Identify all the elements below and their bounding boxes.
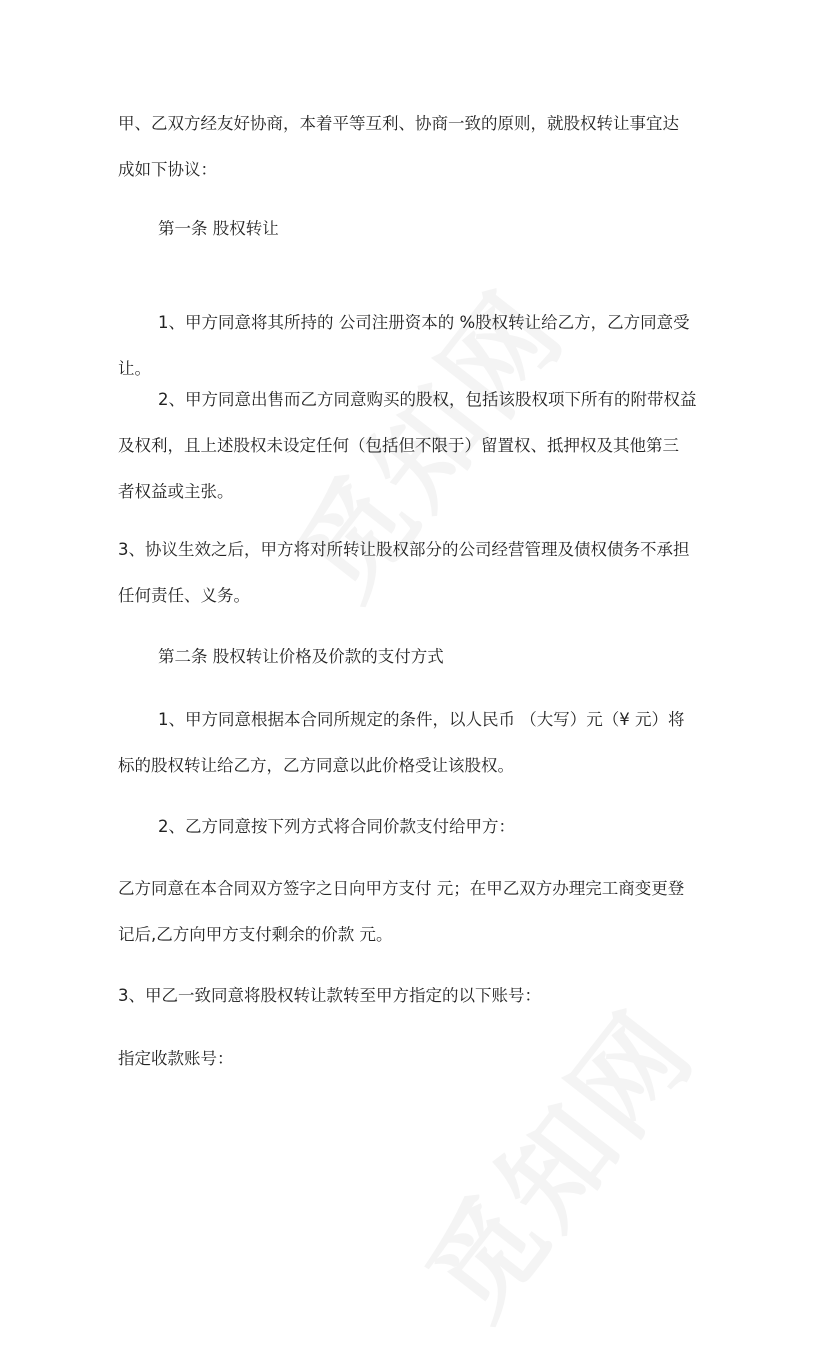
intro-paragraph xyxy=(118,101,718,193)
clause-line: 者权益或主张。 xyxy=(118,482,234,501)
clause-line: 及权利，且上述股权未设定任何（包括但不限于）留置权、抵押权及其他第三 xyxy=(118,436,679,455)
payment-line: 记后,乙方向甲方支付剩余的价款 元。 xyxy=(118,925,393,944)
clause-line: 让。 xyxy=(118,359,151,378)
article2-clause3: 3、甲乙一致同意将股权转让款转至甲方指定的以下账号： xyxy=(118,986,541,1005)
clause-line: 1、甲方同意根据本合同所规定的条件，以人民币 （大写）元（¥ 元）将 xyxy=(158,710,685,729)
article2-clause1 xyxy=(118,697,718,789)
payment-paragraph xyxy=(118,866,718,958)
intro-line: 甲、乙双方经友好协商，本着平等互利、协商一致的原则，就股权转让事宜达 xyxy=(118,114,679,133)
article2-heading: 第二条 股权转让价格及价款的支付方式 xyxy=(158,647,444,666)
watermark xyxy=(385,973,724,1345)
article1-clause3 xyxy=(118,527,718,619)
clause-line: 1、甲方同意将其所持的 公司注册资本的 %股权转让给乙方，乙方同意受 xyxy=(158,313,690,332)
article1-heading: 第一条 股权转让 xyxy=(158,219,279,238)
intro-line: 成如下协议： xyxy=(118,160,217,179)
account-label: 指定收款账号： xyxy=(118,1049,234,1068)
article1-clause2 xyxy=(118,377,718,515)
payment-line: 乙方同意在本合同双方签字之日向甲方支付 元；在甲乙双方办理完工商变更登 xyxy=(118,879,685,898)
clause-line: 标的股权转让给乙方，乙方同意以此价格受让该股权。 xyxy=(118,756,514,775)
clause-line: 2、甲方同意出售而乙方同意购买的股权，包括该股权项下所有的附带权益 xyxy=(158,390,697,409)
clause-line: 3、协议生效之后，甲方将对所转让股权部分的公司经营管理及债权债务不承担 xyxy=(118,540,690,559)
article2-clause2: 2、乙方同意按下列方式将合同价款支付给甲方： xyxy=(158,817,515,836)
clause-line: 任何责任、义务。 xyxy=(118,586,250,605)
